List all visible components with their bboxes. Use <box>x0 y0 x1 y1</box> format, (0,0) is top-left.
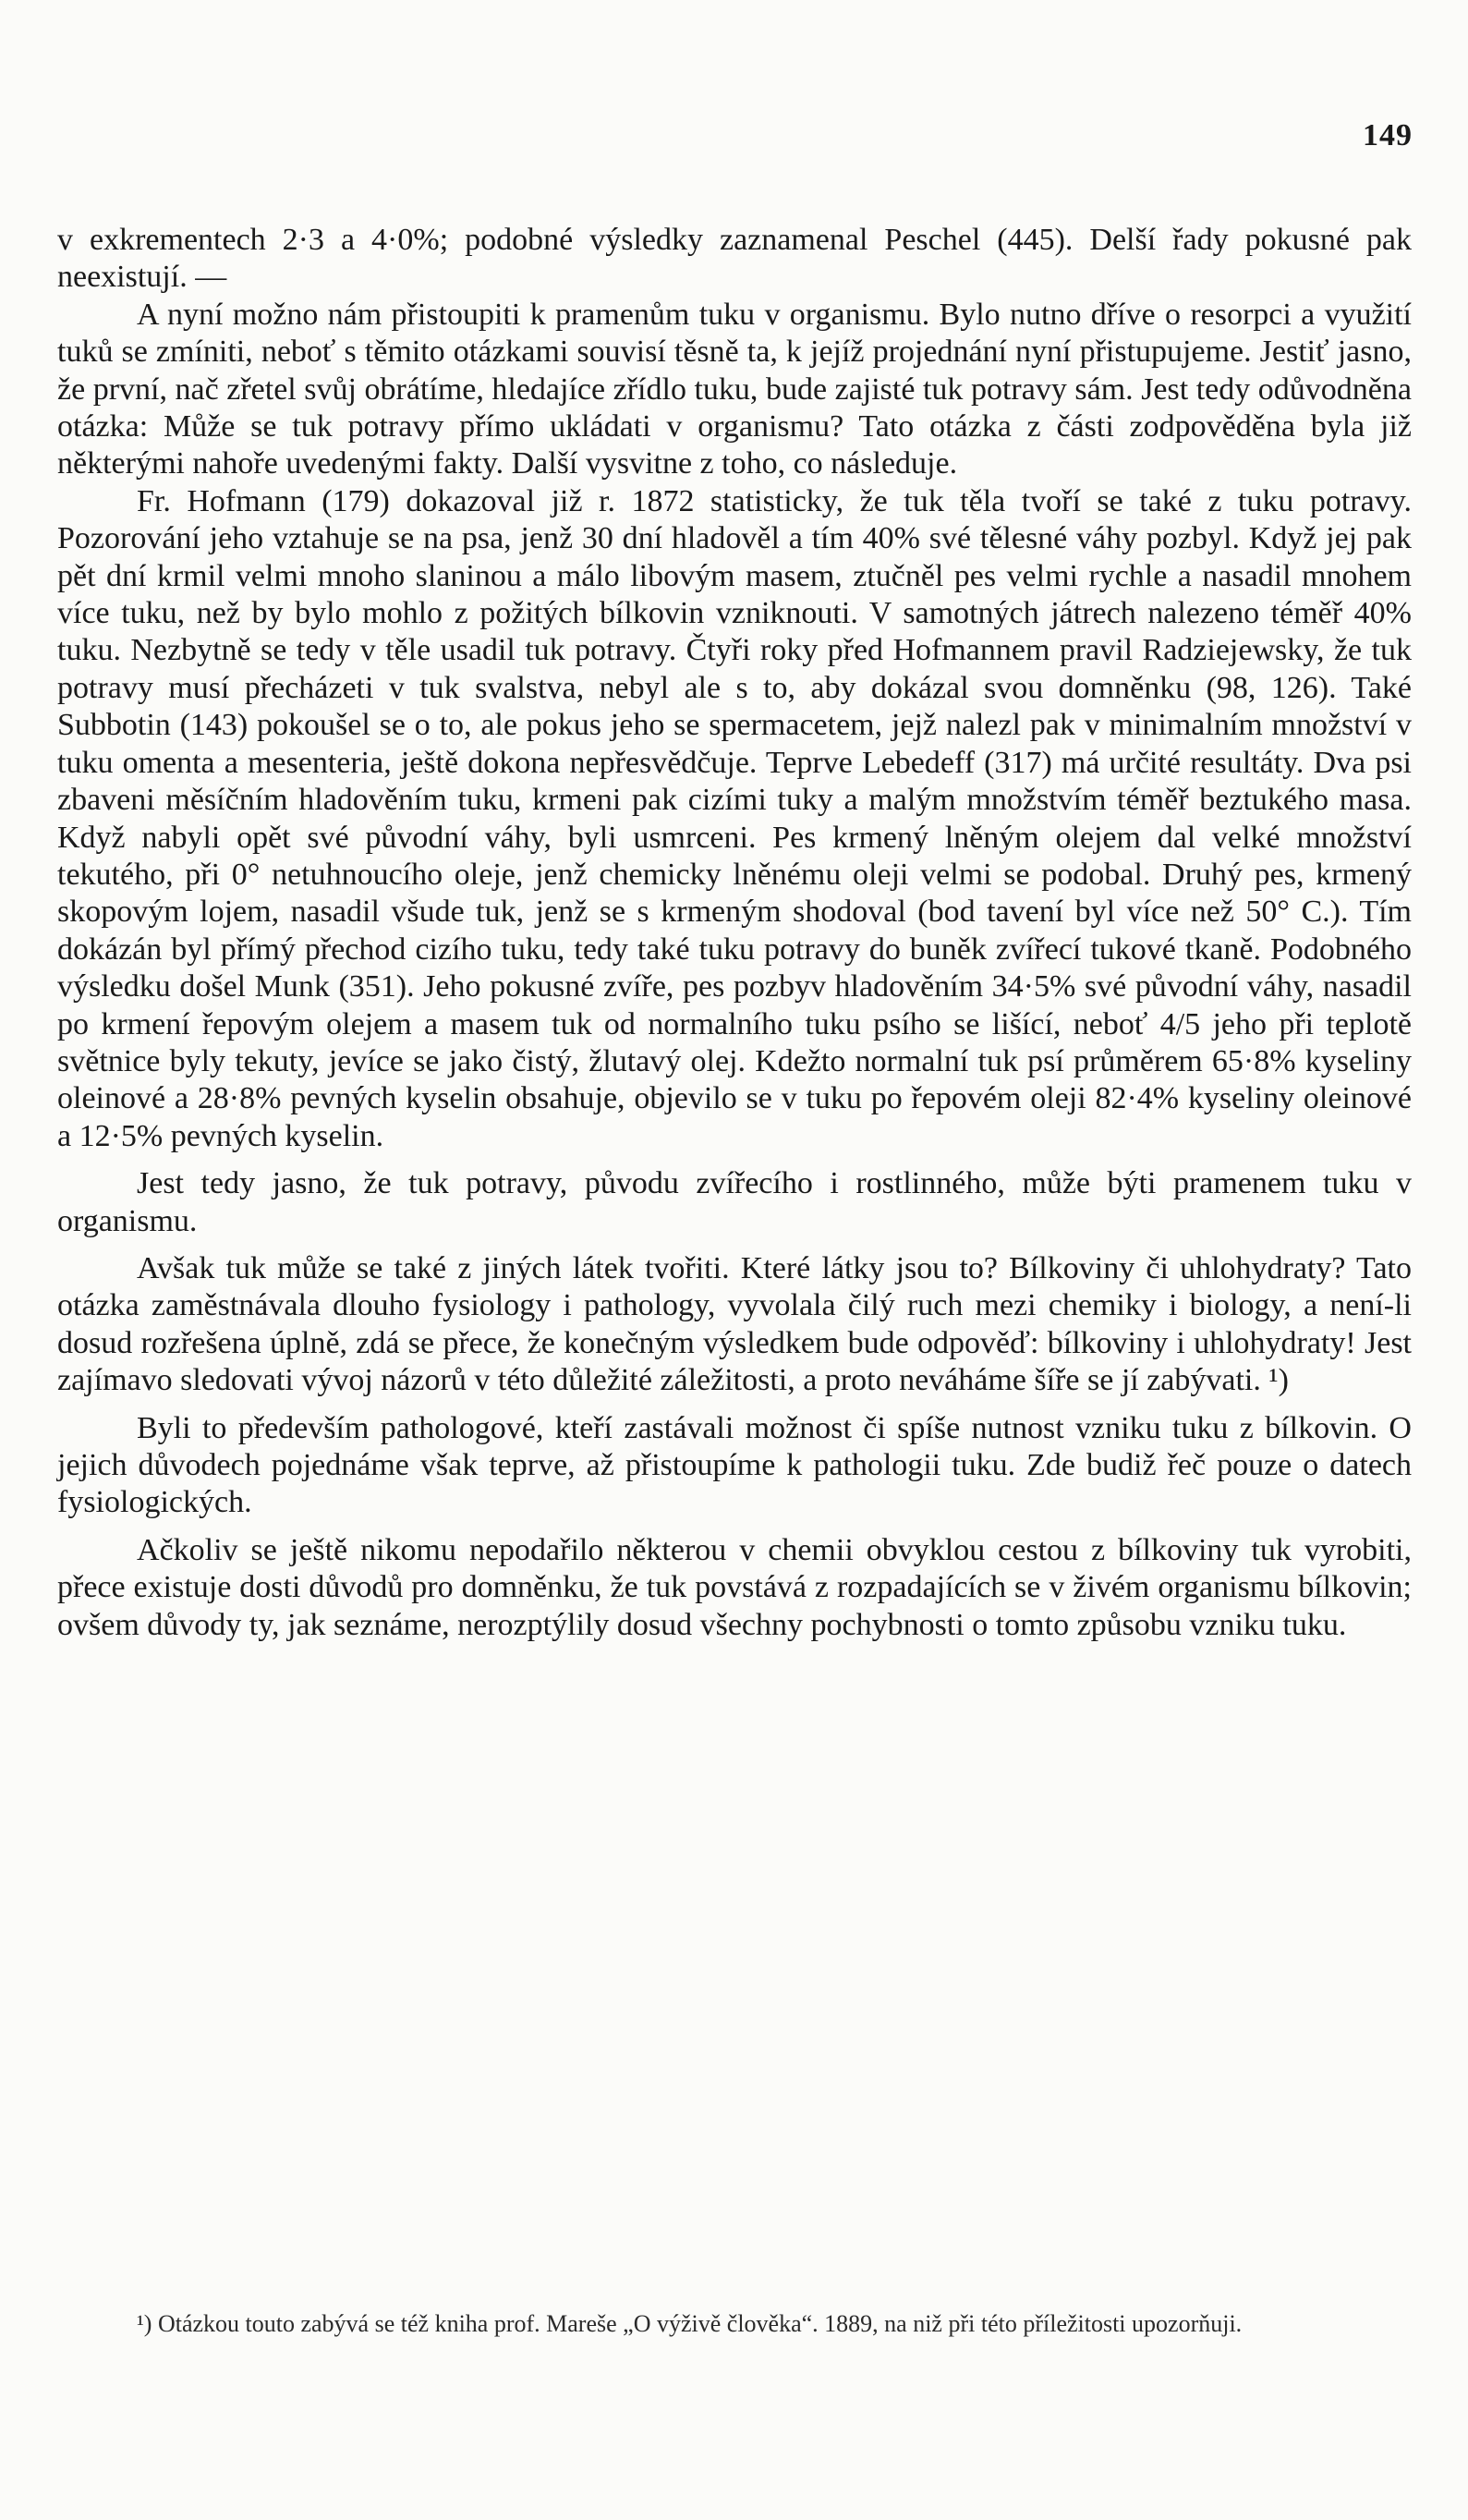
footnotes <box>57 2309 1412 2339</box>
footnote-1: ¹) Otázkou touto zabývá se též kniha prof. Mareše „O výživě člověka“. 1889, na niž při této příležitosti upozorňuji. <box>137 2310 1243 2337</box>
paragraph-1: v exkrementech 2·3 a 4·0%; podobné výsledky zaznamenal Peschel (445). Delší řady pokusné pak neexistují. — <box>57 223 1412 295</box>
paragraph-3: Fr. Hofmann (179) dokazoval již r. 1872 statisticky, že tuk těla tvoří se také z tuku potravy. Pozorování jeho vztahuje se na psa, jenž 30 dní hladověl a tím 40% své tělesné váhy pozbyl. Když jej pak pět dní krmil velmi mnoho slaninou a málo libovým masem, ztučněl pes velmi rychle a nasadil mnohem více tuku, než by bylo mohlo z požitých bílkovin vzniknouti. V samotných játrech nalezeno téměř 40% tuku. Nezbytně se tedy v těle usadil tuk potravy. Čtyři roky před Hofmannem pravil Radziejewsky, že tuk potravy musí přecházeti v tuk svalstva, nebyl ale s to, aby dokázal svou domněnku (98, 126). Také Subbotin (143) pokoušel se o to, ale pokus jeho se spermacetem, jejž nalezl pak v minimalním množství v tuku omenta a mesenteria, ještě dokona nepřesvědčuje. Teprve Lebedeff (317) má určité resultáty. Dva psi zbaveni měsíčním hladověním tuku, krmeni pak cizími tuky a malým množstvím téměř beztukého masa. Když nabyli opět své původní váhy, byli usmrceni. Pes krmený lněným olejem dal velké množství tekutého, při 0° netuhnoucího oleje, jenž chemicky lněnému oleji velmi se podobal. Druhý pes, krmený skopovým lojem, nasadil všude tuk, jenž se s krmeným shodoval (bod tavení byl více než 50° C.). Tím dokázán byl přímý přechod cizího tuku, tedy také tuku potravy do buněk zvířecí tukové tkaně. Podobného výsledku došel Munk (351). Jeho pokusné zvíře, pes pozbyv hladověním 34·5% své původní váhy, nasadil po krmení řepovým olejem a masem tuk od normalního tuku psího se lišící, neboť 4/5 jeho při teplotě světnice byly tekuty, jevíce se jako čistý, žlutavý olej. Kdežto normalní tuk psí průměrem 65·8% kyseliny oleinové a 28·8% pevných kyselin obsahuje, objevilo se v tuku po řepovém oleji 82·4% kyseliny oleinové a 12·5% pevných kyselin. <box>57 483 1412 1153</box>
body-text <box>57 222 1412 1644</box>
paragraph-6: Byli to především pathologové, kteří zastávali možnost či spíše nutnost vzniku tuku z bílkovin. O jejich důvodech pojednáme však teprve, až přistoupíme k pathologii tuku. Zde budiž řeč pouze o datech fysiologických. <box>57 1410 1412 1520</box>
paragraph-5: Avšak tuk může se také z jiných látek tvořiti. Které látky jsou to? Bílkoviny či uhlohydraty? Tato otázka zaměstnávala dlouho fysiology i pathology, vyvolala čilý ruch mezi chemiky i biology, a není-li dosud rozřešena úplně, zdá se přece, že konečným výsledkem bude odpověď: bílkoviny i uhlohydraty! Jest zajímavo sledovati vývoj názorů v této důležité záležitosti, a proto neváháme šíře se jí zabývati. ¹) <box>57 1250 1412 1398</box>
paragraph-2: A nyní možno nám přistoupiti k pramenům tuku v organismu. Bylo nutno dříve o resorpci a využití tuků se zmíniti, neboť s těmito otázkami souvisí těsně ta, k jejíž projednání nyní přistupujeme. Jestiť jasno, že první, nač zřetel svůj obrátíme, hledajíce zřídlo tuku, bude zajisté tuk potravy sám. Jest tedy odůvodněna otázka: Může se tuk potravy přímo ukládati v organismu? Tato otázka z části zodpověděna byla již některými nahoře uvedenými fakty. Další vysvitne z toho, co následuje. <box>57 297 1412 481</box>
paragraph-7: Ačkoliv se ještě nikomu nepodařilo některou v chemii obvyklou cestou z bílkoviny tuk vyrobiti, přece existuje dosti důvodů pro domněnku, že tuk povstává z rozpadajících se v živém organismu bílkovin; ovšem důvody ty, jak seznáme, nerozptýlily dosud všechny pochybnosti o tomto způsobu vzniku tuku. <box>57 1532 1412 1642</box>
page-number: 149 <box>1363 118 1413 152</box>
paragraph-4: Jest tedy jasno, že tuk potravy, původu zvířecího i rostlinného, může býti pramenem tuku v organismu. <box>57 1166 1412 1238</box>
